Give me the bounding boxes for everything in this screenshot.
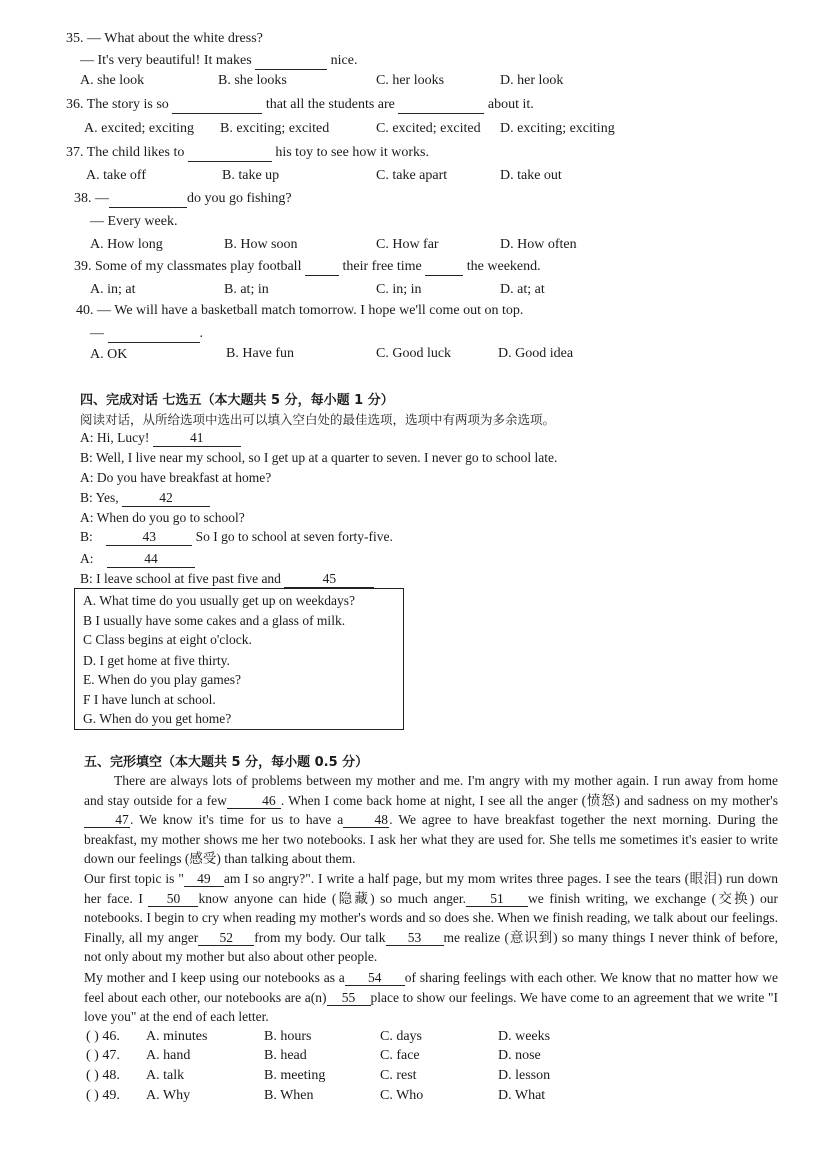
item-47-option-c: C. face xyxy=(380,1048,420,1063)
q35-option-d: D. her look xyxy=(500,73,564,88)
item-49-option-d: D. What xyxy=(498,1088,546,1103)
dialogue-line-2: B: Well, I live near my school, so I get up at a quarter to seven. I never go to school late. xyxy=(80,450,558,465)
item-47-option-d: D. nose xyxy=(498,1048,541,1063)
q36-stem: 36. The story is so that all the students are about it. xyxy=(66,97,534,112)
item-46-option-b: B. hours xyxy=(264,1029,312,1044)
q37-option-b: B. take up xyxy=(222,168,280,183)
q35-option-b: B. she looks xyxy=(218,73,287,88)
item-47-option-a: A. hand xyxy=(146,1048,191,1063)
cloze-paragraph-3: My mother and I keep using our notebooks as a 54 of sharing feelings with each other. We know that no matter how we feel about each other, our notebooks are a(n) 55 place to show our feelings. We have come to an agreement that we write "I love you" at the end of each letter. xyxy=(84,970,778,1025)
choice-g: G. When do you get home? xyxy=(83,711,232,726)
q39-option-a: A. in; at xyxy=(90,282,136,297)
q40-option-b: B. Have fun xyxy=(226,346,295,361)
q39-stem: 39. Some of my classmates play football their free time the weekend. xyxy=(74,259,541,274)
choice-e: E. When do you play games? xyxy=(83,672,241,687)
q37-option-c: C. take apart xyxy=(376,168,448,183)
item-49-option-c: C. Who xyxy=(380,1088,424,1103)
q36-option-d: D. exciting; exciting xyxy=(500,121,615,136)
item-48-number: ( ) 48. xyxy=(86,1068,120,1083)
dialogue-line-1: A: Hi, Lucy! 41 xyxy=(80,429,241,447)
q38-option-d: D. How often xyxy=(500,237,577,252)
item-46-option-d: D. weeks xyxy=(498,1029,551,1044)
q39-option-b: B. at; in xyxy=(224,282,269,297)
item-46-option-a: A. minutes xyxy=(146,1029,208,1044)
q36-option-b: B. exciting; excited xyxy=(220,121,330,136)
item-48-option-b: B. meeting xyxy=(264,1068,326,1083)
cloze-paragraph-1: There are always lots of problems between my mother and me. I'm angry with my mother again. I run away from home and stay outside for a few 46 . When I come back home at night, I see all the anger (愤怒) and sadness on my mother's47. We know it's time for us to have a 48. We agree to have breakfast together the next morning. During the breakfast, my mother shows me her two notebooks. I ask her what they are used for. She tells me sometimes it's easier to write down our feelings (感受) than talking about them. xyxy=(84,773,778,867)
choice-a: A. What time do you usually get up on weekdays? xyxy=(83,593,355,608)
item-49-option-a: A. Why xyxy=(146,1088,191,1103)
q37-option-a: A. take off xyxy=(86,168,146,183)
choice-d: D. I get home at five thirty. xyxy=(83,653,230,668)
q37-option-d: D. take out xyxy=(500,168,562,183)
dialogue-line-6: B: 43 So I go to school at seven forty-five. xyxy=(80,529,393,544)
dialogue-line-3: A: Do you have breakfast at home? xyxy=(80,470,272,485)
section4-instruction: 阅读对话，从所给选项中选出可以填入空白处的最佳选项，选项中有两项为多余选项。 xyxy=(80,412,556,427)
q39-option-d: D. at; at xyxy=(500,282,545,297)
choice-f: F I have lunch at school. xyxy=(83,692,216,707)
q35-option-a: A. she look xyxy=(80,73,145,88)
choices-box xyxy=(74,588,404,730)
item-46-number: ( ) 46. xyxy=(86,1029,120,1044)
item-47-option-b: B. head xyxy=(264,1048,307,1063)
q40-reply: — . xyxy=(90,326,203,341)
dialogue-line-8: B: I leave school at five past five and 45 xyxy=(80,570,374,588)
section4-title: 四、完成对话 七选五（本大题共 5 分，每小题 1 分） xyxy=(80,393,394,408)
item-48-option-c: C. rest xyxy=(380,1068,417,1083)
q35-blank xyxy=(255,53,327,70)
q40-option-c: C. Good luck xyxy=(376,346,452,361)
item-48-option-a: A. talk xyxy=(146,1068,185,1083)
q35-stem: 35. — What about the white dress? xyxy=(66,31,263,46)
item-49-option-b: B. When xyxy=(264,1088,314,1103)
item-48-option-d: D. lesson xyxy=(498,1068,551,1083)
cloze-paragraph-2: Our first topic is " 49 am I so angry?". I write a half page, but my mom writes three pages. I see the tears (眼泪) run down her face. I 50 know anyone can hide (隐藏) so much anger. 51 we finish writing, we exchange (交换) our notebooks. I begin to cry when reading my mother's words and so does she. When we finish reading, we talk about our feelings. Finally, all my anger 52 from my body. Our talk 53 me realize (意识到) so many things I never think of before, not only about my mother but also about other people. xyxy=(84,871,779,965)
choice-c: C Class begins at eight o'clock. xyxy=(83,632,252,647)
q35-option-c: C. her looks xyxy=(376,73,445,88)
q38-reply: — Every week. xyxy=(90,214,178,229)
q37-stem: 37. The child likes to his toy to see how it works. xyxy=(66,145,429,160)
q40-option-a: A. OK xyxy=(90,347,128,362)
section5-title: 五、完形填空（本大题共 5 分，每小题 0.5 分） xyxy=(84,755,369,770)
q38-option-a: A. How long xyxy=(90,237,163,252)
q40-stem: 40. — We will have a basketball match tomorrow. I hope we'll come out on top. xyxy=(76,303,524,318)
item-47-number: ( ) 47. xyxy=(86,1048,120,1063)
q35-reply: — It's very beautiful! It makes nice. xyxy=(80,53,358,68)
choice-b: B I usually have some cakes and a glass of milk. xyxy=(83,613,346,628)
q36-option-c: C. excited; excited xyxy=(376,121,481,136)
q40-option-d: D. Good idea xyxy=(498,346,574,361)
item-46-option-c: C. days xyxy=(380,1029,422,1044)
q38-option-b: B. How soon xyxy=(224,237,298,252)
q39-option-c: C. in; in xyxy=(376,282,422,297)
q38-stem: 38. — do you go fishing? xyxy=(74,191,292,206)
item-49-number: ( ) 49. xyxy=(86,1088,120,1103)
dialogue-line-5: A: When do you go to school? xyxy=(80,510,245,525)
q38-option-c: C. How far xyxy=(376,237,439,252)
q36-option-a: A. excited; exciting xyxy=(84,121,195,136)
dialogue-line-7: A: 44 xyxy=(80,550,195,568)
dialogue-line-4: B: Yes, 42 xyxy=(80,489,210,507)
